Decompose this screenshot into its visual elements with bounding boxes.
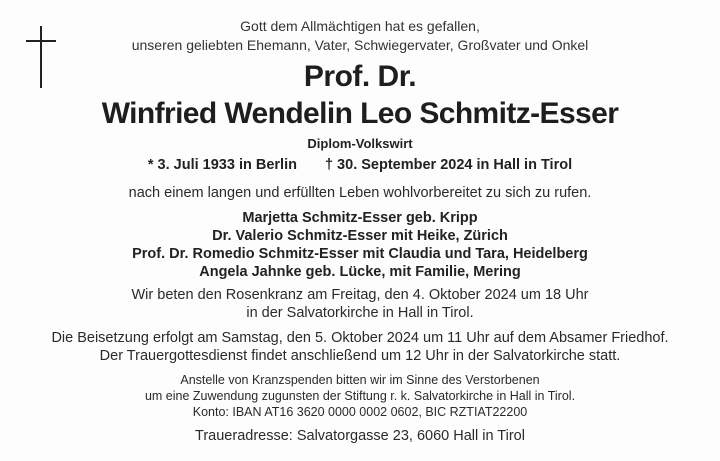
degree-title: Diplom-Volkswirt: [307, 136, 413, 151]
death-date: † 30. September 2024 in Hall in Tirol: [324, 157, 573, 173]
mourner-4: Angela Jahnke geb. Lücke, mit Familie, Mering: [199, 264, 521, 280]
intro-line-2: unseren geliebten Ehemann, Vater, Schwiegervater, Großvater und Onkel: [131, 37, 589, 53]
birth-date: * 3. Juli 1933 in Berlin: [147, 157, 297, 173]
bank-account: Konto: IBAN AT16 3620 0000 0002 0602, BIC RZTIAT22200: [192, 405, 528, 419]
passing-message: nach einem langen und erfüllten Leben wohlvorbereitet zu sich zu rufen.: [128, 185, 592, 201]
mourner-2: Dr. Valerio Schmitz-Esser mit Heike, Zürich: [212, 228, 508, 244]
mourner-1: Marjetta Schmitz-Esser geb. Kripp: [242, 210, 478, 226]
academic-title: Prof. Dr.: [303, 60, 417, 93]
funeral-line-1: Die Beisetzung erfolgt am Samstag, den 5. Oktober 2024 um 11 Uhr auf dem Absamer Friedhof.: [51, 330, 669, 346]
mourner-3: Prof. Dr. Romedio Schmitz-Esser mit Claudia und Tara, Heidelberg: [132, 246, 588, 262]
donation-line-2: um eine Zuwendung zugunsten der Stiftung r. k. Salvatorkirche in Hall in Tirol.: [144, 389, 576, 403]
donation-line-1: Anstelle von Kranzspenden bitten wir im Sinne des Verstorbenen: [180, 373, 540, 387]
rosary-line-1: Wir beten den Rosenkranz am Freitag, den 4. Oktober 2024 um 18 Uhr: [131, 287, 589, 303]
funeral-line-2: Der Trauergottesdienst findet anschließend um 12 Uhr in der Salvatorkirche statt.: [99, 348, 621, 364]
life-dates: [0, 157, 720, 173]
rosary-line-2: in der Salvatorkirche in Hall in Tirol.: [246, 305, 474, 321]
intro-line-1: Gott dem Allmächtigen hat es gefallen,: [240, 18, 480, 34]
mourning-address: Traueradresse: Salvatorgasse 23, 6060 Hall in Tirol: [195, 428, 525, 444]
deceased-name: Winfried Wendelin Leo Schmitz-Esser: [101, 97, 619, 130]
